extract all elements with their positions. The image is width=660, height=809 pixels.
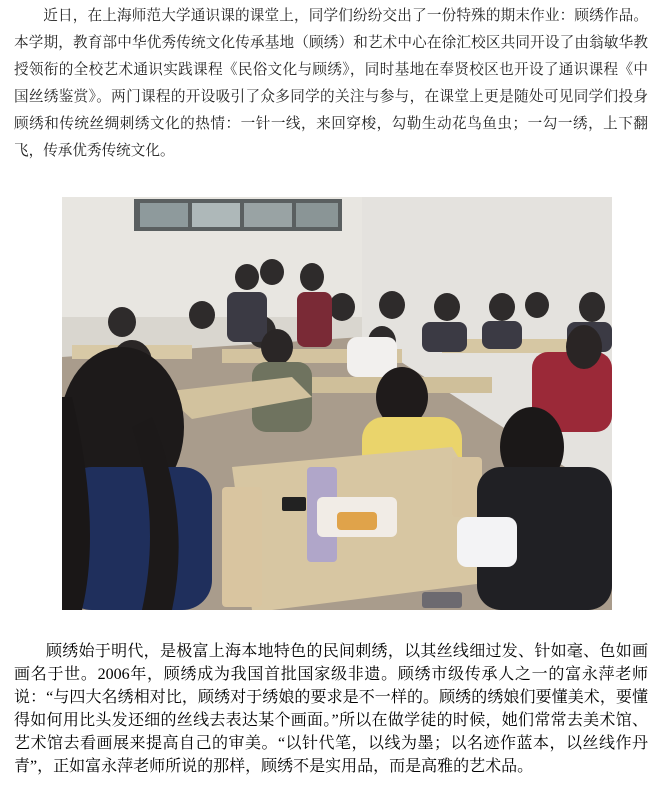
intro-paragraph: 近日，在上海师范大学通识课的课堂上，同学们纷纷交出了一份特殊的期末作业：顾绣作品。本学期，教育部中华优秀传统文化传承基地（顾绣）和艺术中心在徐汇校区共同开设了由翁敏华教授领衔的全校艺术通识实践课程《民俗文化与顾绣》，同时基地在奉贤校区也开设了通识课程《中国丝绣鉴赏》。两门课程的开设吸引了众多同学的关注与参与，在课堂上更是随处可见同学们投身顾绣和传统丝绸刺绣文化的热情：一针一线，来回穿梭，勾勒生动花鸟鱼虫；一勾一绣，上下翻飞，传承优秀传统文化。 [14, 7, 648, 159]
history-paragraph: 顾绣始于明代，是极富上海本地特色的民间刺绣，以其丝线细过发、针如毫、色如画画名于世。2006年，顾绣成为我国首批国家级非遗。顾绣市级传承人之一的富永萍老师说：“与四大名绣相对比，顾绣对于绣娘的要求是不一样的。顾绣的绣娘们要懂美术，要懂得如何用比头发还细的丝线去表达某个画面。”所以在做学徒的时候，她们常常去美术馆、艺术馆去看画展来提高自己的审美。“以针代笔，以线为墨；以名迹作蓝本，以丝线作丹青”，正如富永萍老师所说的那样，顾绣不是实用品，而是高雅的艺术品。 [14, 643, 648, 775]
classroom-photo-illustration [62, 197, 612, 610]
classroom-photo [62, 197, 612, 610]
article-body [14, 0, 648, 164]
